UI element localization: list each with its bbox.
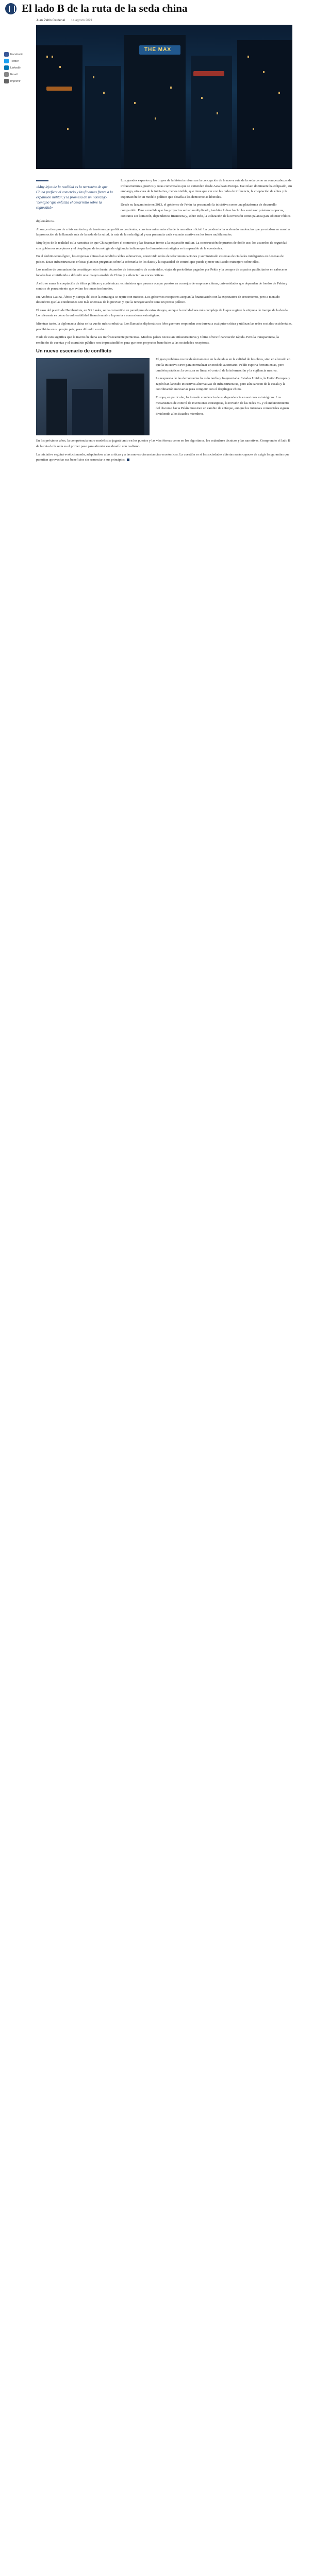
facebook-icon — [4, 52, 9, 57]
article-paragraph: Los grandes expertos y los tropos de la historia refuerzan la concepción de la nueva ruta de la seda como un rompecabezas de infraestructuras, puertos y rutas comerciales que se extienden desde Asia hasta Europa. Ese relato dominante ha eclipsado, sin embargo, otra cara de la iniciativa, menos visible, que tiene que ver con las redes de influencia, la cooptación de élites y la exportación de un modelo político que desafía a las democracias liberales. — [121, 179, 292, 199]
article-paragraph: Muy lejos de la realidad es la narrativa de que China prefiere el comercio y las finanzas frente a la expansión militar. La construcción de puertos de doble uso, los acuerdos de seguridad con gobiernos receptores y el despliegue de tecnología de vigilancia indican que la dimensión estratégica es inseparable de la económica. — [36, 241, 288, 250]
masthead — [0, 0, 330, 18]
article-paragraph: Ahora, en tiempos de crisis sanitaria y de tensiones geopolíticas crecientes, conviene mirar más allá de la narrativa oficial. La pandemia ha acelerado tendencias que ya estaban en marcha: la promoción de la llamada ruta de la seda de la salud, la ruta de la seda digital y una presencia cada vez más asertiva en los foros multilaterales. — [36, 227, 291, 237]
article-paragraph: La respuesta de las democracias ha sido tardía y fragmentada. Estados Unidos, la Unión Europea y Japón han lanzado iniciativas alternativas de infraestructuras, pero aún carecen de la escala y la coordinación necesarias para competir con el despliegue chino. — [156, 377, 290, 392]
article-paragraph: El gran problema no reside únicamente en la deuda o en la calidad de las obras, sino en el modo en que la iniciativa sirve para normalizar un modelo autoritario. Pekín exporta herramientas, pero también prácticas: la censura en línea, el control de la información y la vigilancia masiva. — [156, 358, 290, 372]
share-label: Email — [10, 73, 18, 76]
share-label: Twitter — [10, 59, 19, 63]
article-paragraph: En los próximos años, la competencia entre modelos se jugará tanto en los puertos y las vías férreas como en los algoritmos, los estándares técnicos y las narrativas. Comprender el lado B de la ruta de la seda es el primer paso para afrontar ese desafío con realismo. — [36, 439, 290, 449]
article-paragraph: Los medios de comunicación constituyen otro frente. Acuerdos de intercambio de contenidos, viajes de periodistas pagados por Pekín y la compra de espacios publicitarios en cabeceras locales han contribuido a difundir una imagen amable de China y a silenciar las voces críticas. — [36, 268, 288, 277]
share-print-button[interactable] — [4, 78, 31, 84]
article-paragraph: Nada de esto significa que la inversión china sea intrínsecamente perniciosa. Muchos países necesitan infraestructuras y China ofrece financiación rápida. Pero la transparencia, la rendición de cuentas y el escrutinio público son imprescindibles para que esos proyectos beneficien a las sociedades receptoras. — [36, 335, 279, 345]
share-linkedin-button[interactable] — [4, 65, 31, 71]
email-icon — [4, 72, 9, 77]
pull-quote-text: «Muy lejos de la realidad es la narrativa de que China prefiere el comercio y las finanzas frente a la expansión militar, y la promesa de un liderazgo ‘benigno’ que enfatiza el desarrollo sobre la seguridad» — [36, 185, 113, 210]
hero-image — [36, 25, 292, 169]
print-icon — [4, 79, 9, 83]
article-body — [36, 178, 292, 466]
hero-sign-text: THE MAX — [144, 47, 171, 53]
share-label: LinkedIn — [10, 66, 21, 70]
article-paragraph: Mientras tanto, la diplomacia china se ha vuelto más combativa. Los llamados diplomáticos lobo guerrero responden con dureza a cualquier crítica y utilizan las redes sociales occidentales, prohibidas en su propio país, para difundir su relato. — [36, 322, 292, 331]
article-paragraph: Desde su lanzamiento en 2013, el gobierno de Pekín ha presentado la iniciativa como una plataforma de desarrollo compartido. Pero a medida que los proyectos se han multiplicado, también lo han hecho las sombras: préstamos opacos, contratos sin licitación, dependencia financiera y, sobre todo, la utilización de la inversión como palanca para obtener réditos diplomáticos. — [36, 203, 291, 224]
article-paragraph: El caso del puerto de Hambantota, en Sri Lanka, se ha convertido en paradigma de estos riesgos, aunque la realidad sea más compleja de lo que sugiere la etiqueta de trampa de la deuda. Lo relevante es cómo la vulnerabilidad financiera abre la puerta a concesiones estratégicas. — [36, 308, 289, 318]
share-label: Facebook — [10, 53, 23, 56]
section-heading: Un nuevo escenario de conflicto — [36, 348, 112, 354]
linkedin-icon — [4, 65, 9, 70]
inline-image — [36, 358, 150, 435]
share-facebook-button[interactable] — [4, 52, 31, 57]
page-title: El lado B de la ruta de la seda china — [22, 2, 188, 14]
share-twitter-button[interactable] — [4, 58, 31, 64]
article-paragraph: Europa, en particular, ha tomado conciencia de su dependencia en sectores estratégicos. Los mecanismos de control de inversiones extranjeras, la revisión de las redes 5G y el endurecimiento del discurso hacia Pekín muestran un cambio de enfoque, aunque los intereses comerciales siguen dividiendo a los Estados miembros. — [156, 396, 289, 416]
pull-quote — [36, 180, 113, 210]
byline — [36, 19, 92, 22]
article-paragraph: En América Latina, África y Europa del Este la estrategia se repite con matices. Los gobiernos receptores aceptan la financiación con la expectativa de crecimiento, pero a menudo descubren que las condiciones son más onerosas de lo previsto y que la renegociación tiene un precio político. — [36, 295, 280, 304]
site-logo-icon[interactable] — [5, 3, 16, 14]
article-paragraph: A ello se suma la cooptación de élites políticas y académicas: exministros que pasan a ocupar puestos en consejos de empresas chinas, universidades que dependen de fondos de Pekín y centros de pensamiento que evitan los temas incómodos. — [36, 281, 288, 291]
end-mark-icon — [127, 459, 129, 461]
share-email-button[interactable] — [4, 72, 31, 77]
article-paragraph-text: La iniciativa seguirá evolucionando, adaptándose a las críticas y a las nuevas circunstancias económicas. La cuestión es si las sociedades abiertas serán capaces de exigir las garantías que permitan aprovechar sus beneficios sin renunciar a sus principios. — [36, 452, 290, 462]
twitter-icon — [4, 59, 9, 63]
share-bar — [4, 52, 31, 85]
article-paragraph: En el ámbito tecnológico, las empresas chinas han tendido cables submarinos, construido redes de telecomunicaciones y suministrado sistemas de ciudades inteligentes en decenas de países. Estas infraestructuras críticas plantean preguntas sobre la soberanía de los datos y la capacidad de control que puede ejercer un Estado extranjero sobre ellas. — [36, 255, 284, 264]
article-paragraph — [36, 452, 292, 463]
author-name[interactable]: Juan Pablo Cardenal — [36, 19, 65, 22]
share-label: Imprimir — [10, 79, 21, 83]
publish-date: 14 agosto 2021 — [71, 19, 93, 22]
